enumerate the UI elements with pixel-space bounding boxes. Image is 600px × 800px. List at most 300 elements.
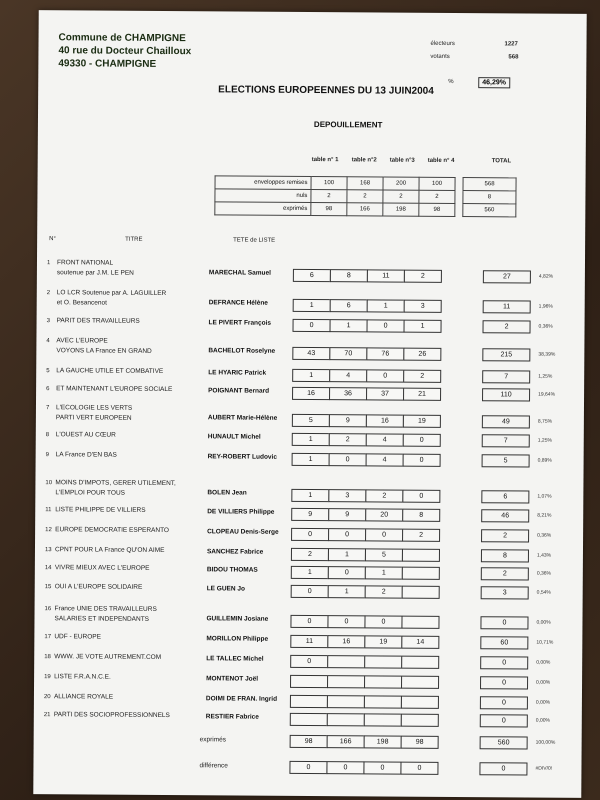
vote-cell-table-1: 1 <box>292 433 330 446</box>
vote-cell-table-4 <box>401 696 439 709</box>
footer-cells <box>289 761 437 775</box>
list-total: 0 <box>480 696 528 709</box>
list-percentage: 1,43% <box>536 552 552 559</box>
vote-cell-table-3: 2 <box>365 585 403 598</box>
list-title <box>57 288 167 309</box>
vote-cell-table-3: 4 <box>366 453 404 466</box>
vote-cells <box>290 615 438 629</box>
vote-cell-table-2: 1 <box>328 548 366 561</box>
vote-cell-table-4 <box>401 616 439 629</box>
summary-label: nuls <box>215 189 311 203</box>
list-title <box>56 450 117 460</box>
list-title-line: AVEC L'EUROPE <box>56 337 108 345</box>
summary-total: 568 <box>463 178 516 191</box>
list-title-line: SALARIES ET INDEPENDANTS <box>54 615 150 623</box>
footer-percentage: 100,00% <box>535 739 556 746</box>
list-title-line: FRONT NATIONAL <box>56 259 114 267</box>
vote-cell-table-1: 2 <box>291 548 329 561</box>
summary-row <box>215 202 516 217</box>
vote-cells <box>292 433 440 447</box>
list-title-line: WWW. JE VOTE AUTREMENT.COM <box>54 653 162 661</box>
list-total: 6 <box>481 490 529 503</box>
votants-value: 568 <box>508 54 519 61</box>
list-head-candidate: POIGNANT Bernard <box>208 387 270 395</box>
footer-label: exprimés <box>199 736 227 744</box>
vote-cells <box>290 675 438 689</box>
vote-cell-table-4: 26 <box>403 348 441 361</box>
list-head-candidate: DOIMI DE FRAN. Ingrid <box>205 695 278 703</box>
vote-cell-table-3: 16 <box>366 414 404 427</box>
list-title <box>56 366 163 377</box>
list-title-line: LISTE F.R.A.N.C.E. <box>54 673 111 681</box>
list-percentage: 0,36% <box>536 570 552 577</box>
list-total: 110 <box>482 388 530 401</box>
list-title-line: ET MAINTENANT L'EUROPE SOCIALE <box>56 385 173 394</box>
vote-cell-table-1 <box>290 675 328 688</box>
vote-cell-table-1: 1 <box>293 299 331 312</box>
list-row <box>36 403 584 427</box>
list-number: 2 <box>46 290 51 297</box>
vote-cell-table-4: 2 <box>404 270 442 283</box>
vote-cell-table-2: 6 <box>330 299 368 312</box>
list-percentage: 0,00% <box>535 699 551 706</box>
list-total: 7 <box>482 434 530 447</box>
list-title <box>54 710 170 721</box>
list-total: 49 <box>482 415 530 428</box>
vote-cells <box>290 635 438 649</box>
summary-gap <box>455 191 463 204</box>
electeurs-label: électeurs <box>430 40 455 48</box>
list-title-line: PARTI VERT EUROPEEN <box>55 414 132 422</box>
list-percentage: 0,00% <box>536 659 551 666</box>
vote-cell-table-1: 16 <box>292 387 330 400</box>
commune-name: Commune de CHAMPIGNE <box>58 32 186 45</box>
vote-cell-table-2: 8 <box>330 269 368 282</box>
list-title-line: France UNIE DES TRAVAILLEURS <box>54 605 157 613</box>
list-percentage: 1,25% <box>538 373 553 380</box>
vote-cell-table-3: 20 <box>365 508 403 521</box>
page-title: ELECTIONS EUROPEENNES DU 13 JUIN2004 <box>218 84 434 97</box>
list-total: 215 <box>482 348 530 361</box>
list-title <box>56 430 116 440</box>
list-title <box>56 384 172 395</box>
vote-cell-table-3: 0 <box>367 319 405 332</box>
list-percentage: 0,54% <box>536 589 551 596</box>
vote-cell-table-2: 9 <box>328 508 366 521</box>
list-percentage: 1,07% <box>537 493 552 500</box>
list-head-candidate: LE PIVERT François <box>208 319 272 327</box>
vote-cell-table-4 <box>402 586 440 599</box>
list-title-line: ALLIANCE ROYALE <box>53 693 114 701</box>
vote-cell-table-1: 0 <box>293 319 331 332</box>
list-percentage: 1,96% <box>538 303 553 310</box>
list-title-line: UDF - EUROPE <box>54 633 101 641</box>
summary-label: enveloppes remises <box>215 176 311 190</box>
ballot-count-sheet <box>33 10 586 798</box>
vote-cell-table-3: 0 <box>366 369 404 382</box>
list-title <box>57 258 134 279</box>
vote-cell-table-2: 4 <box>329 369 367 382</box>
list-number: 4 <box>46 338 50 345</box>
list-number: 21 <box>43 712 51 719</box>
vote-cell-table-3 <box>364 675 402 688</box>
electeurs-value: 1227 <box>504 41 518 48</box>
vote-cell-table-2: 1 <box>328 585 366 598</box>
list-title <box>54 652 161 663</box>
list-title-line: et O. Besancenot <box>56 299 107 307</box>
list-title-line: VOYONS LA France EN GRAND <box>56 347 152 355</box>
vote-cell-table-1: 1 <box>291 566 329 579</box>
list-total: 5 <box>482 454 530 467</box>
col-header-table-4: table n° 4 <box>427 157 455 165</box>
vote-cells <box>291 528 439 542</box>
vote-cell-table-4: 0 <box>403 434 441 447</box>
list-total: 7 <box>482 370 530 383</box>
summary-table <box>214 175 516 217</box>
vote-cells <box>291 548 439 562</box>
footer-label: différence <box>199 762 228 770</box>
list-head-candidate: CLOPEAU Denis-Serge <box>207 528 279 536</box>
list-number: 13 <box>44 547 52 554</box>
list-head-candidate: LE GUEN Jo <box>206 585 246 593</box>
vote-cell-table-2: 9 <box>329 414 367 427</box>
vote-cell-table-1: 5 <box>292 414 330 427</box>
list-title <box>54 604 156 625</box>
list-head-candidate: DEFRANCE Hélène <box>208 299 268 307</box>
list-head-candidate: LE TALLEC Michel <box>206 655 264 663</box>
vote-cell-table-3 <box>364 695 402 708</box>
list-number: 16 <box>44 606 52 613</box>
list-title <box>56 336 152 357</box>
list-row <box>34 604 582 628</box>
list-percentage: 0,00% <box>536 619 551 626</box>
vote-cell-table-3: 4 <box>366 433 404 446</box>
footer-cells <box>290 735 438 749</box>
list-title-line: EUROPE DEMOCRATIE ESPERANTO <box>55 526 170 535</box>
list-title-line: VIVRE MIEUX AVEC L'EUROPE <box>54 564 150 572</box>
list-header-tete: TETE de LISTE <box>233 237 276 244</box>
vote-cell-table-3: 1 <box>365 566 403 579</box>
vote-cell-table-4 <box>401 676 439 689</box>
list-total: 0 <box>480 616 528 629</box>
vote-cells <box>292 414 440 428</box>
summary-total: 8 <box>463 191 516 204</box>
vote-cell-table-3 <box>364 713 402 726</box>
vote-cell-table-1: 9 <box>291 508 329 521</box>
list-title-line: LA GAUCHE UTILE ET COMBATIVE <box>56 367 164 375</box>
vote-cell-table-1: 43 <box>292 347 330 360</box>
summary-cell: 98 <box>419 203 455 216</box>
summary-cell: 100 <box>419 177 455 190</box>
list-title <box>54 672 111 682</box>
vote-cells <box>293 299 441 313</box>
vote-cell-table-1 <box>290 713 328 726</box>
list-percentage: 0,00% <box>536 679 551 686</box>
list-number: 20 <box>43 694 51 701</box>
summary-cell: 198 <box>383 203 419 216</box>
footer-row <box>34 732 582 756</box>
page-subtitle: DEPOUILLEMENT <box>313 120 383 130</box>
list-title <box>55 545 165 556</box>
vote-cells <box>290 695 438 709</box>
vote-cell-table-3 <box>364 655 402 668</box>
footer-cell-table-4: 98 <box>401 736 439 749</box>
vote-cells <box>292 453 440 467</box>
list-title <box>55 525 169 536</box>
list-total: 8 <box>481 549 529 562</box>
summary-cell: 200 <box>383 177 419 190</box>
vote-cell-table-4: 2 <box>402 529 440 542</box>
vote-cell-table-3: 2 <box>365 489 403 502</box>
vote-cell-table-2: 70 <box>329 347 367 360</box>
list-total: 0 <box>480 656 528 669</box>
list-number: 12 <box>45 527 52 534</box>
list-number: 3 <box>46 318 50 325</box>
summary-cell: 2 <box>419 190 455 203</box>
list-total: 3 <box>481 586 529 599</box>
list-total: 11 <box>483 300 531 313</box>
vote-cell-table-1: 11 <box>290 635 328 648</box>
list-head-candidate: REY-ROBERT Ludovic <box>207 453 277 461</box>
list-total: 27 <box>483 270 531 283</box>
list-title-line: PARIT DES TRAVAILLEURS <box>56 317 140 325</box>
list-title <box>54 632 101 642</box>
vote-cell-table-2: 0 <box>328 566 366 579</box>
list-percentage: 0,36% <box>537 532 552 539</box>
list-head-candidate: MONTENOT Joël <box>206 675 259 683</box>
vote-cell-table-1 <box>290 695 328 708</box>
vote-cell-table-2: 36 <box>329 387 367 400</box>
vote-cell-table-3: 1 <box>367 299 405 312</box>
vote-cell-table-4 <box>402 567 440 580</box>
vote-cells <box>291 508 439 522</box>
list-title-line: LO LCR Soutenue par A. LAGUILLER <box>56 289 167 297</box>
summary-cell: 98 <box>311 203 347 216</box>
list-number: 10 <box>45 480 53 487</box>
vote-cell-table-2 <box>327 655 365 668</box>
col-header-table-1: table n° 1 <box>311 157 339 164</box>
list-total: 60 <box>480 636 528 649</box>
vote-cell-table-2: 16 <box>327 635 365 648</box>
footer-cell-table-3: 0 <box>363 761 401 774</box>
list-percentage: 0,36% <box>538 323 553 330</box>
vote-cells <box>291 489 439 503</box>
list-title-line: soutenue par J.M. LE PEN <box>56 269 134 277</box>
vote-cell-table-2: 1 <box>330 319 368 332</box>
list-title-line: MOINS D'IMPOTS, GERER UTILEMENT, <box>55 479 176 488</box>
list-percentage: 8,21% <box>537 512 552 519</box>
commune-street: 40 rue du Docteur Chailloux <box>58 45 192 58</box>
list-header-num: N° <box>49 236 56 243</box>
pct-label: % <box>448 78 454 85</box>
list-head-candidate: RESTIER Fabrice <box>205 713 259 721</box>
vote-cell-table-2 <box>327 713 365 726</box>
vote-cell-table-2 <box>327 695 365 708</box>
list-header-titre: TITRE <box>125 236 143 243</box>
commune-city: 49330 - CHAMPIGNE <box>58 58 157 70</box>
list-head-candidate: SANCHEZ Fabrice <box>206 548 264 556</box>
vote-cells <box>293 319 441 333</box>
footer-cell-table-2: 166 <box>327 735 365 748</box>
vote-cell-table-2: 0 <box>327 615 365 628</box>
footer-cell-table-3: 198 <box>364 735 402 748</box>
col-header-table-2: table n°2 <box>351 157 377 164</box>
vote-cell-table-3: 5 <box>365 548 403 561</box>
list-row <box>35 478 583 502</box>
vote-cell-table-3: 0 <box>364 615 402 628</box>
list-head-candidate: MORILLON Philippe <box>206 635 269 643</box>
list-head-candidate: BIDOU THOMAS <box>206 566 258 574</box>
list-percentage: 8,75% <box>537 418 553 425</box>
vote-cell-table-1: 0 <box>291 528 329 541</box>
list-row <box>35 582 583 606</box>
participation-pct: 46,29% <box>478 77 510 88</box>
summary-cell: 2 <box>383 190 419 203</box>
list-percentage: 0,89% <box>537 457 552 464</box>
list-number: 11 <box>45 507 52 514</box>
vote-cell-table-2: 0 <box>329 453 367 466</box>
vote-cell-table-2 <box>327 675 365 688</box>
vote-cells <box>292 387 440 401</box>
list-title-line: CPNT POUR LA France QU'ON AIME <box>54 546 165 554</box>
vote-cell-table-1: 1 <box>292 369 330 382</box>
list-head-candidate: AUBERT Marie-Hélène <box>207 414 278 422</box>
footer-total: 0 <box>479 762 527 775</box>
list-head-candidate: MARECHAL Samuel <box>208 269 271 277</box>
vote-cell-table-4 <box>401 656 439 669</box>
vote-cell-table-3: 37 <box>366 387 404 400</box>
footer-cell-table-1: 0 <box>289 761 327 774</box>
vote-cell-table-4 <box>401 714 439 727</box>
list-percentage: 10,71% <box>536 639 554 646</box>
vote-cell-table-4: 8 <box>402 509 440 522</box>
vote-cell-table-1: 6 <box>293 269 331 282</box>
vote-cell-table-4: 0 <box>403 454 441 467</box>
vote-cells <box>291 585 439 599</box>
list-percentage: 0,00% <box>535 717 551 724</box>
list-title-line: LISTE PHILIPPE DE VILLIERS <box>55 506 146 514</box>
summary-cell: 2 <box>311 190 347 203</box>
vote-cell-table-3: 76 <box>366 347 404 360</box>
footer-total: 560 <box>480 736 528 749</box>
vote-cell-table-4: 19 <box>403 415 441 428</box>
footer-cell-table-1: 98 <box>290 735 328 748</box>
col-header-table-3: table n°3 <box>389 157 415 164</box>
list-head-candidate: GUILLEMIN Josiane <box>206 615 269 623</box>
list-title-line: OUI A L'EUROPE SOLIDAIRE <box>54 583 143 591</box>
list-number: 17 <box>44 634 52 641</box>
vote-cells <box>290 655 438 669</box>
vote-cell-table-4: 21 <box>403 388 441 401</box>
vote-cell-table-4: 0 <box>402 490 440 503</box>
summary-cell: 168 <box>347 177 383 190</box>
vote-cell-table-1: 0 <box>290 615 328 628</box>
list-head-candidate: BOLEN Jean <box>207 489 247 497</box>
summary-gap <box>455 204 463 217</box>
list-title-line: L'OUEST AU CŒUR <box>55 431 116 439</box>
summary-gap <box>455 178 463 191</box>
summary-cell: 100 <box>311 177 347 190</box>
vote-cell-table-1: 1 <box>291 489 329 502</box>
list-number: 18 <box>44 654 51 661</box>
vote-cell-table-3: 11 <box>367 269 405 282</box>
list-title <box>55 563 150 574</box>
vote-cell-table-1: 1 <box>292 453 330 466</box>
list-row <box>36 450 584 474</box>
vote-cell-table-2: 2 <box>329 433 367 446</box>
list-title-line: LA France D'EN BAS <box>55 451 117 459</box>
list-number: 15 <box>44 584 52 591</box>
list-row <box>34 710 582 734</box>
list-number: 7 <box>45 405 50 412</box>
summary-cell: 2 <box>347 190 383 203</box>
list-percentage: 19,64% <box>538 391 556 398</box>
list-total: 2 <box>482 320 530 333</box>
vote-cell-table-4: 3 <box>404 300 442 313</box>
vote-cells <box>293 269 441 283</box>
list-number: 14 <box>44 565 52 572</box>
footer-row <box>33 758 581 782</box>
list-percentage: 1,25% <box>537 437 552 444</box>
vote-cells <box>291 566 439 580</box>
summary-cell: 166 <box>347 203 383 216</box>
vote-cell-table-4 <box>402 549 440 562</box>
vote-cell-table-2: 3 <box>328 489 366 502</box>
vote-cells <box>292 347 440 361</box>
list-number: 9 <box>45 452 50 459</box>
vote-cell-table-2: 0 <box>328 528 366 541</box>
footer-percentage: #DIV/0! <box>535 765 553 772</box>
list-row <box>37 288 585 312</box>
list-total: 46 <box>481 509 529 522</box>
vote-cell-table-4: 2 <box>403 370 441 383</box>
list-total: 2 <box>481 529 529 542</box>
votants-label: votants <box>430 53 450 60</box>
col-header-total: TOTAL <box>491 158 512 165</box>
list-row <box>37 258 585 282</box>
list-title <box>55 478 176 499</box>
vote-cell-table-3: 0 <box>365 528 403 541</box>
list-title-line: L'EMPLOI POUR TOUS <box>55 489 126 497</box>
vote-cell-table-4: 1 <box>404 320 442 333</box>
summary-label: exprimés <box>215 202 311 216</box>
list-number: 6 <box>46 386 50 393</box>
list-total: 0 <box>480 714 528 727</box>
list-title <box>56 403 132 424</box>
list-title <box>57 316 140 327</box>
vote-cell-table-1: 0 <box>291 585 329 598</box>
list-head-candidate: DE VILLIERS Philippe <box>207 508 275 516</box>
list-title <box>55 505 145 516</box>
list-total: 2 <box>481 567 529 580</box>
list-head-candidate: LE HYARIC Patrick <box>208 369 267 377</box>
list-title-line: PARTI DES SOCIOPROFESSIONNELS <box>53 711 170 720</box>
list-number: 8 <box>45 432 50 439</box>
list-percentage: 38,39% <box>538 351 556 358</box>
list-row <box>36 336 584 360</box>
footer-cell-table-4: 0 <box>400 762 438 775</box>
list-total: 0 <box>480 676 528 689</box>
vote-cell-table-4: 14 <box>401 636 439 649</box>
list-number: 5 <box>46 368 50 375</box>
vote-cell-table-3: 19 <box>364 635 402 648</box>
list-title-line: L'ECOLOGIE LES VERTS <box>55 404 133 412</box>
list-title <box>55 582 143 593</box>
summary-total: 560 <box>463 204 516 217</box>
list-head-candidate: HUNAULT Michel <box>207 433 261 441</box>
list-number: 1 <box>46 260 51 267</box>
list-number: 19 <box>44 674 51 681</box>
